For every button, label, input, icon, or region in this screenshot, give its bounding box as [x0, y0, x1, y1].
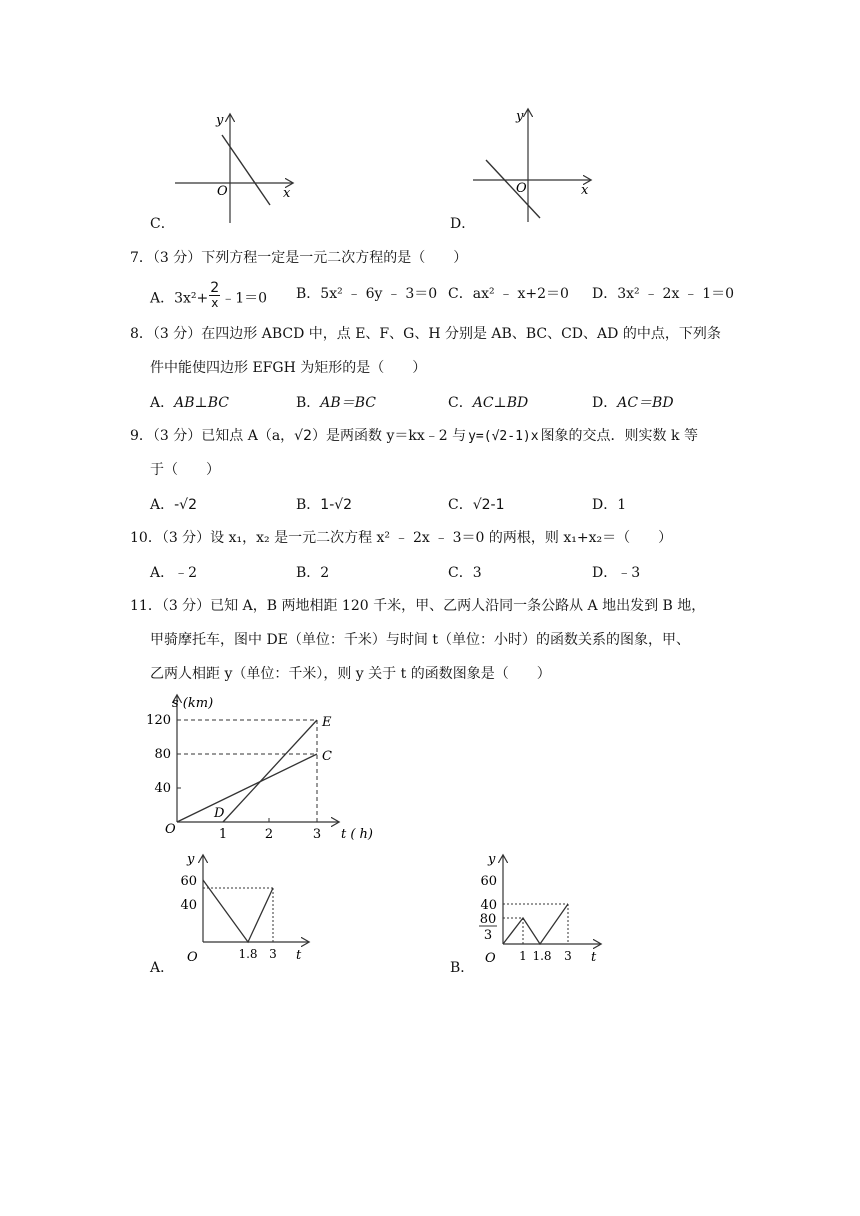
q8-stem-line-1: 8．（3 分）在四边形 ABCD 中，点 E、F、G、H 分别是 AB、BC、CD、AD 的中点，下列条 [130, 326, 721, 342]
q7-d-text: 3x² ﹣ 2x ﹣ 1＝0 [617, 286, 735, 302]
graph-a-ytick-40: 40 [180, 898, 197, 913]
q11-main-ytick-120: 120 [146, 713, 171, 728]
q11-point-d: D [214, 806, 225, 821]
q11-main-xtick-2: 2 [264, 827, 274, 842]
q9-func: y=(√2-1)x [468, 429, 539, 444]
graph-a-ytick-60: 60 [180, 874, 197, 889]
q8-c-label: C． [448, 395, 473, 411]
q11-graph-a [165, 848, 315, 968]
q10-option-a [150, 563, 197, 583]
q8-a-text: AB⊥BC [174, 395, 229, 411]
q10-option-d [592, 563, 640, 583]
q6c-y-label: y [216, 113, 224, 128]
graph-b-y-label: y [488, 852, 496, 867]
q11-main-ytick-80: 80 [154, 747, 171, 762]
q11-option-a-label: A． [150, 960, 175, 976]
q6-option-c-label: C． [150, 216, 175, 232]
q11-option-b-label: B． [450, 960, 475, 976]
graph-a-y-label: y [187, 852, 195, 867]
q9-c-text: √2-1 [472, 497, 505, 513]
q9-option-b [296, 495, 352, 515]
graph-b-xtick-1: 1 [519, 949, 527, 963]
graph-a-xtick-3: 3 [269, 947, 277, 961]
q8-a-label: A． [150, 395, 175, 411]
q8-d-text: AC＝BD [617, 395, 674, 411]
q7-b-text: 5x² ﹣ 6y ﹣ 3＝0 [320, 286, 438, 302]
q11-main-origin: O [165, 822, 176, 837]
q11-graph-b [470, 848, 620, 968]
q7-b-label: B． [296, 286, 321, 302]
q10-c-text: 3 [472, 565, 482, 581]
q9-a-text: -√2 [174, 497, 198, 513]
q6d-x-label: x [581, 183, 589, 198]
q9-a-label: A． [150, 497, 175, 513]
graph-a-origin: O [187, 950, 198, 965]
q9-b-label: B． [296, 497, 321, 513]
q6-graph-c [170, 105, 300, 230]
q9-b-text: 1-√2 [320, 497, 353, 513]
q11-stem-line-3: 乙两人相距 y（单位：千米），则 y 关于 t 的函数图象是（ ） [150, 666, 551, 682]
q8-b-label: B． [296, 395, 321, 411]
graph-b-frac-den: 3 [483, 928, 493, 943]
graph-b-xtick-3: 3 [564, 949, 572, 963]
q8-option-c [448, 393, 528, 413]
q11-main-ytick-40: 40 [154, 781, 171, 796]
q9-option-c [448, 495, 505, 515]
q11-main-x-label: t ( h) [341, 827, 374, 842]
q8-option-d [592, 393, 674, 413]
q9-stem-line-2: 于（ ） [150, 462, 220, 478]
graph-b-t-label: t [591, 950, 597, 965]
q8-c-text: AC⊥BD [472, 395, 529, 411]
q6d-origin: O [516, 181, 527, 196]
graph-a-xtick-1-8: 1.8 [238, 947, 258, 961]
q9-c-label: C． [448, 497, 473, 513]
graph-b-frac-num: 80 [479, 912, 497, 927]
q7-option-b [296, 284, 437, 304]
q10-option-c [448, 563, 482, 583]
graph-a-t-label: t [296, 948, 302, 963]
q8-option-a [150, 393, 229, 413]
q8-option-b [296, 393, 376, 413]
q9-stem-c: ）是两函数 y＝kx﹣2 与 [312, 428, 467, 444]
q6c-x-label: x [283, 186, 291, 201]
q6c-origin: O [217, 184, 228, 199]
q7-c-label: C． [448, 286, 473, 302]
q9-stem-line-1 [130, 426, 698, 447]
graph-b-xtick-1-8: 1.8 [532, 949, 552, 963]
q9-option-a [150, 495, 197, 515]
q7-option-d [592, 284, 734, 304]
q7-a-frac-den: x [211, 296, 219, 310]
q7-a-post: ﹣1＝0 [221, 290, 268, 307]
q10-option-b [296, 563, 329, 583]
graph-b-ytick-40: 40 [480, 898, 497, 913]
q11-main-xtick-3: 3 [312, 827, 322, 842]
q10-d-label: D． [592, 565, 618, 581]
q10-stem: 10．（3 分）设 x₁，x₂ 是一元二次方程 x² ﹣ 2x ﹣ 3＝0 的两根，则 x₁+x₂＝（ ） [130, 530, 673, 546]
q6-graph-d [468, 100, 598, 230]
q7-a-pre: 3x²+ [174, 290, 209, 307]
q9-option-d [592, 495, 626, 515]
q10-b-label: B． [296, 565, 321, 581]
q7-stem: 7．（3 分）下列方程一定是一元二次方程的是（ ） [130, 250, 468, 266]
q11-point-c: C [322, 749, 332, 764]
q7-a-fraction [209, 281, 220, 310]
q8-b-text: AB＝BC [320, 395, 376, 411]
q8-d-label: D． [592, 395, 618, 411]
q7-option-c [448, 284, 569, 304]
q6d-y-label: y [516, 109, 524, 124]
graph-b-origin: O [485, 951, 496, 966]
q11-point-e: E [322, 715, 332, 730]
q11-main-y-label: s (km) [172, 696, 214, 711]
q9-sqrt2: √2 [294, 428, 312, 444]
q9-stem-e: 图象的交点．则实数 k 等 [540, 428, 698, 444]
q10-a-text: ﹣2 [174, 565, 198, 581]
q10-a-label: A． [150, 565, 175, 581]
q6-option-d-label: D． [450, 216, 476, 232]
q9-stem-a: 9．（3 分）已知点 A（a， [130, 428, 295, 444]
q7-c-text: ax² ﹣ x+2＝0 [472, 286, 569, 302]
q8-stem-line-2: 件中能使四边形 EFGH 为矩形的是（ ） [150, 360, 427, 376]
q10-c-label: C． [448, 565, 473, 581]
q11-main-graph [145, 688, 380, 843]
q10-d-text: ﹣3 [617, 565, 641, 581]
q7-d-label: D． [592, 286, 618, 302]
q9-d-text: 1 [617, 497, 627, 513]
q11-stem-line-2: 甲骑摩托车，图中 DE（单位：千米）与时间 t（单位：小时）的函数关系的图象，甲、 [150, 632, 690, 648]
q9-d-label: D． [592, 497, 618, 513]
q11-main-xtick-1: 1 [218, 827, 228, 842]
graph-b-ytick-60: 60 [480, 874, 497, 889]
q7-a-label: A． [150, 290, 175, 307]
q10-b-text: 2 [320, 565, 330, 581]
q7-option-a [150, 280, 268, 313]
q7-a-frac-num: 2 [210, 280, 220, 296]
q11-stem-line-1: 11．（3 分）已知 A，B 两地相距 120 千米，甲、乙两人沿同一条公路从 A 地出发到 B 地， [130, 598, 706, 614]
